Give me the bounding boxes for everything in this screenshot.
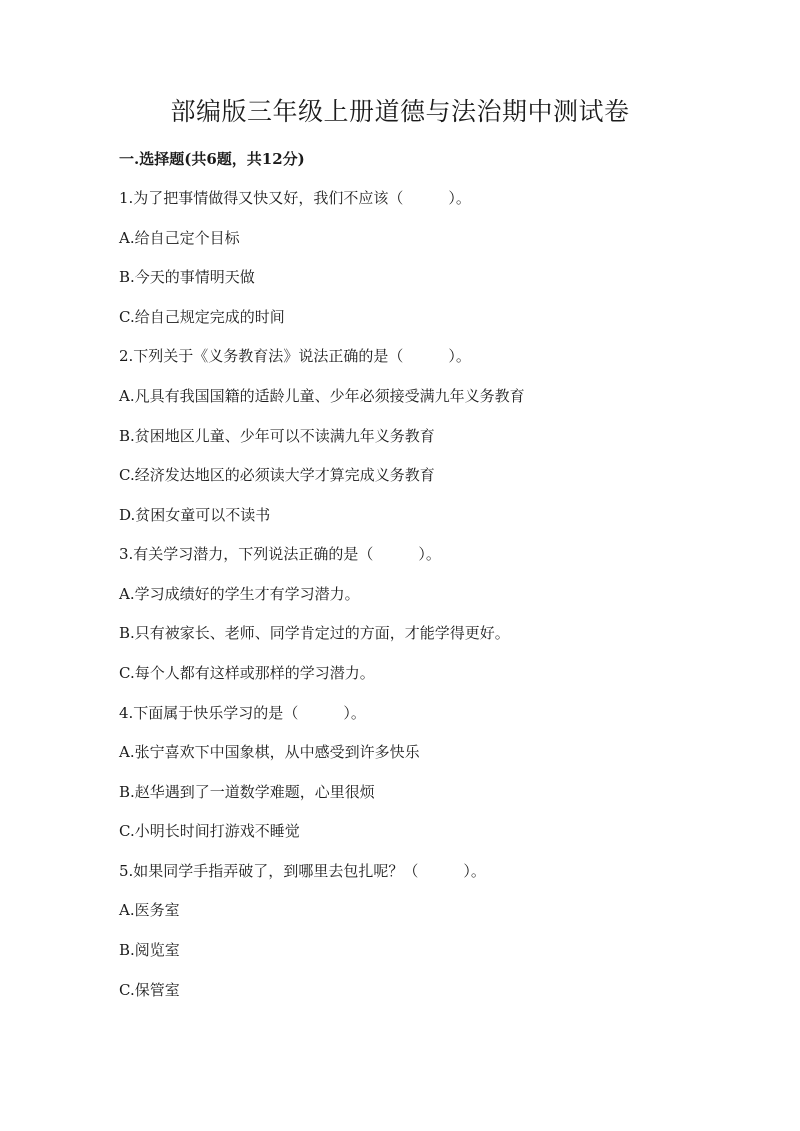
question-2-option-b: B.贫困地区儿童、少年可以不读满九年义务教育 — [119, 427, 435, 445]
question-2-option-a: A.凡具有我国国籍的适龄儿童、少年必须接受满九年义务教育 — [119, 387, 525, 405]
question-1-stem: 1.为了把事情做得又快又好，我们不应该（ ）。 — [119, 189, 471, 207]
question-3-option-a: A.学习成绩好的学生才有学习潜力。 — [119, 585, 360, 603]
question-1-option-c: C.给自己规定完成的时间 — [119, 308, 285, 326]
question-4-option-c: C.小明长时间打游戏不睡觉 — [119, 822, 300, 840]
question-5-option-c: C.保管室 — [119, 981, 180, 999]
question-5-stem: 5.如果同学手指弄破了，到哪里去包扎呢？（ ）。 — [119, 862, 486, 880]
question-2-stem: 2.下列关于《义务教育法》说法正确的是（ ）。 — [119, 347, 471, 365]
question-1-option-a: A.给自己定个目标 — [119, 229, 240, 247]
question-2-option-d: D.贫困女童可以不读书 — [119, 506, 271, 524]
question-3-option-c: C.每个人都有这样或那样的学习潜力。 — [119, 664, 375, 682]
question-3-option-b: B.只有被家长、老师、同学肯定过的方面，才能学得更好。 — [119, 624, 510, 642]
question-4-stem: 4.下面属于快乐学习的是（ ）。 — [119, 704, 366, 722]
exam-title: 部编版三年级上册道德与法治期中测试卷 — [170, 97, 630, 126]
question-5-option-a: A.医务室 — [119, 901, 180, 919]
question-3-stem: 3.有关学习潜力，下列说法正确的是（ ）。 — [119, 545, 441, 563]
section-header: 一.选择题(共6题，共12分) — [119, 150, 305, 168]
question-4-option-a: A.张宁喜欢下中国象棋，从中感受到许多快乐 — [119, 743, 420, 761]
question-1-option-b: B.今天的事情明天做 — [119, 268, 255, 286]
question-2-option-c: C.经济发达地区的必须读大学才算完成义务教育 — [119, 466, 435, 484]
question-4-option-b: B.赵华遇到了一道数学难题，心里很烦 — [119, 783, 375, 801]
question-5-option-b: B.阅览室 — [119, 941, 180, 959]
